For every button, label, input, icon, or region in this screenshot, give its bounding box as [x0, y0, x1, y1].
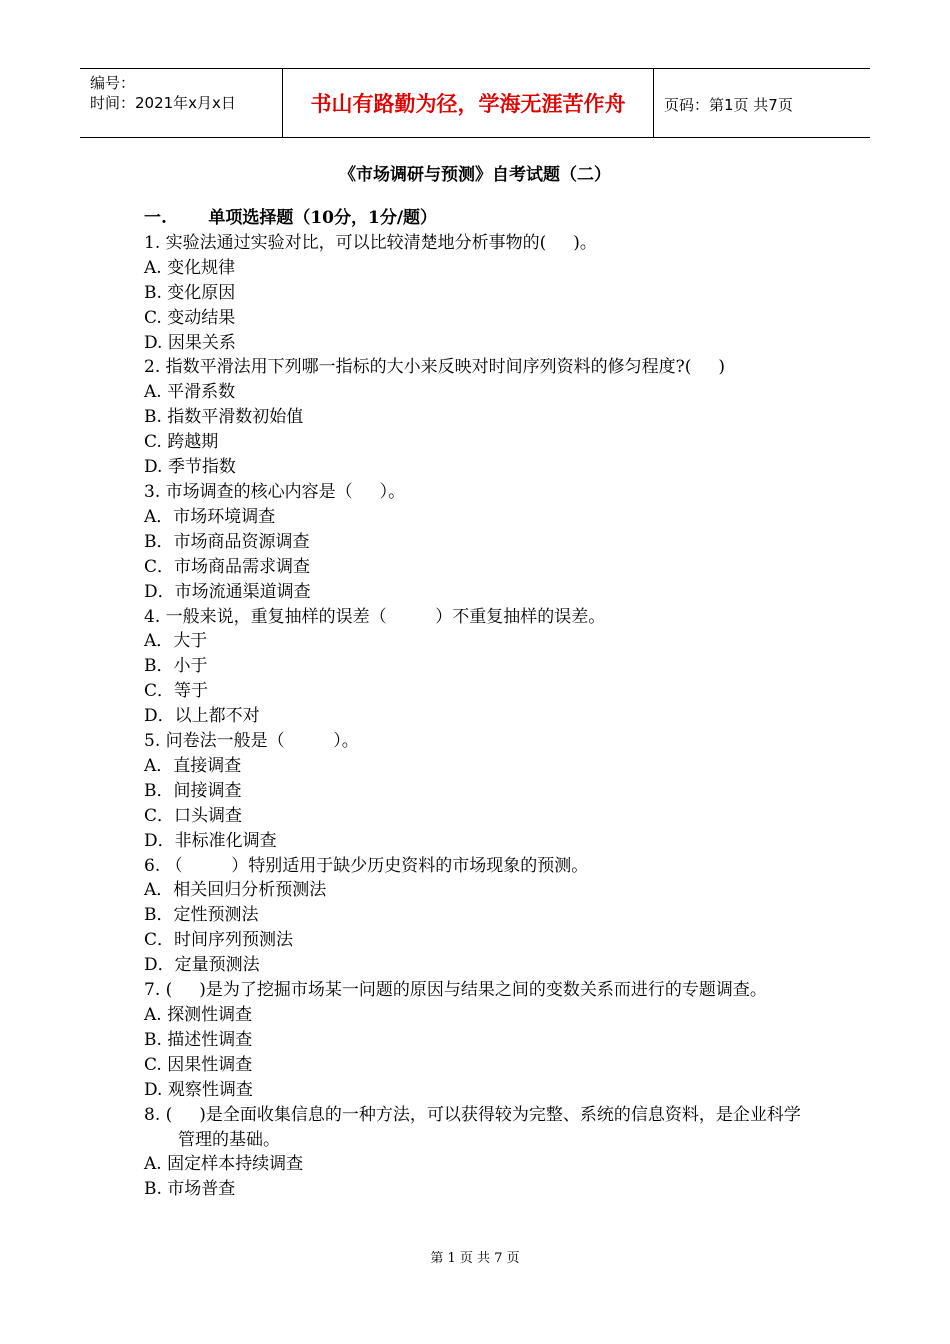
option-line: C．市场商品需求调查 [144, 556, 311, 577]
page-footer: 第 1 页 共 7 页 [430, 1251, 520, 1266]
option-line: A. 变化规律 [144, 257, 236, 278]
option-line: B．间接调查 [144, 780, 242, 801]
question-7: 7. ( )是为了挖掘市场某一问题的原因与结果之间的变数关系而进行的专题调查。 [144, 980, 767, 1001]
option-line: C．等于 [144, 681, 209, 702]
option-line: D．定量预测法 [144, 955, 260, 976]
document-title: 《市场调研与预测》自考试题（二） [339, 165, 611, 185]
question-6: 6. （ ）特别适用于缺少历史资料的市场现象的预测。 [144, 855, 589, 876]
option-line: A．相关回归分析预测法 [144, 880, 327, 901]
option-line: A．直接调查 [144, 755, 242, 776]
option-line: D．市场流通渠道调查 [144, 581, 311, 602]
question-3: 3. 市场调查的核心内容是（ ）。 [144, 481, 406, 502]
header-page-info: 页码：第1页 共7页 [664, 96, 793, 114]
question-4: 4. 一般来说，重复抽样的误差（ ）不重复抽样的误差。 [144, 606, 606, 627]
option-line: C. 因果性调查 [144, 1054, 253, 1075]
option-line: C. 跨越期 [144, 432, 219, 453]
option-line: C．口头调查 [144, 805, 243, 826]
option-line: B. 指数平滑数初始值 [144, 407, 304, 428]
section-heading: 一. 单项选择题（10分，1分/题） [144, 208, 438, 228]
question-list [144, 206, 814, 1202]
option-line: B．小于 [144, 656, 208, 677]
question-5: 5. 问卷法一般是（ ）。 [144, 731, 359, 752]
option-line: B. 描述性调查 [144, 1029, 253, 1050]
question-1: 1. 实验法通过实验对比，可以比较清楚地分析事物的( )。 [144, 232, 597, 253]
question-2: 2. 指数平滑法用下列哪一指标的大小来反映对时间序列资料的修匀程度?( ) [144, 357, 726, 378]
time-label: 时间：2021年x月x日 [90, 94, 236, 112]
option-line: D. 因果关系 [144, 332, 236, 353]
question-8: 8. ( )是全面收集信息的一种方法，可以获得较为完整、系统的信息资料，是企业科学管理的基础。 [144, 1104, 801, 1150]
option-line: A．大于 [144, 631, 208, 652]
number-label: 编号： [90, 74, 136, 92]
option-line: D. 季节指数 [144, 457, 236, 478]
option-line: C. 变动结果 [144, 307, 236, 328]
option-line: A. 探测性调查 [144, 1005, 253, 1025]
option-line: A. 固定样本持续调查 [144, 1154, 304, 1175]
page-header [80, 68, 870, 138]
option-line: D．非标准化调查 [144, 830, 277, 851]
option-line: A. 平滑系数 [144, 382, 236, 403]
option-line: B．市场商品资源调查 [144, 531, 310, 552]
header-meta [80, 69, 282, 137]
header-motto: 书山有路勤为径，学海无涯苦作舟 [282, 69, 654, 137]
option-line: B．定性预测法 [144, 905, 259, 926]
option-line: B. 市场普查 [144, 1179, 236, 1200]
option-line: B. 变化原因 [144, 282, 236, 303]
option-line: D．以上都不对 [144, 706, 260, 727]
option-line: D. 观察性调查 [144, 1079, 253, 1100]
option-line: A．市场环境调查 [144, 506, 276, 527]
option-line: C．时间序列预测法 [144, 930, 294, 951]
